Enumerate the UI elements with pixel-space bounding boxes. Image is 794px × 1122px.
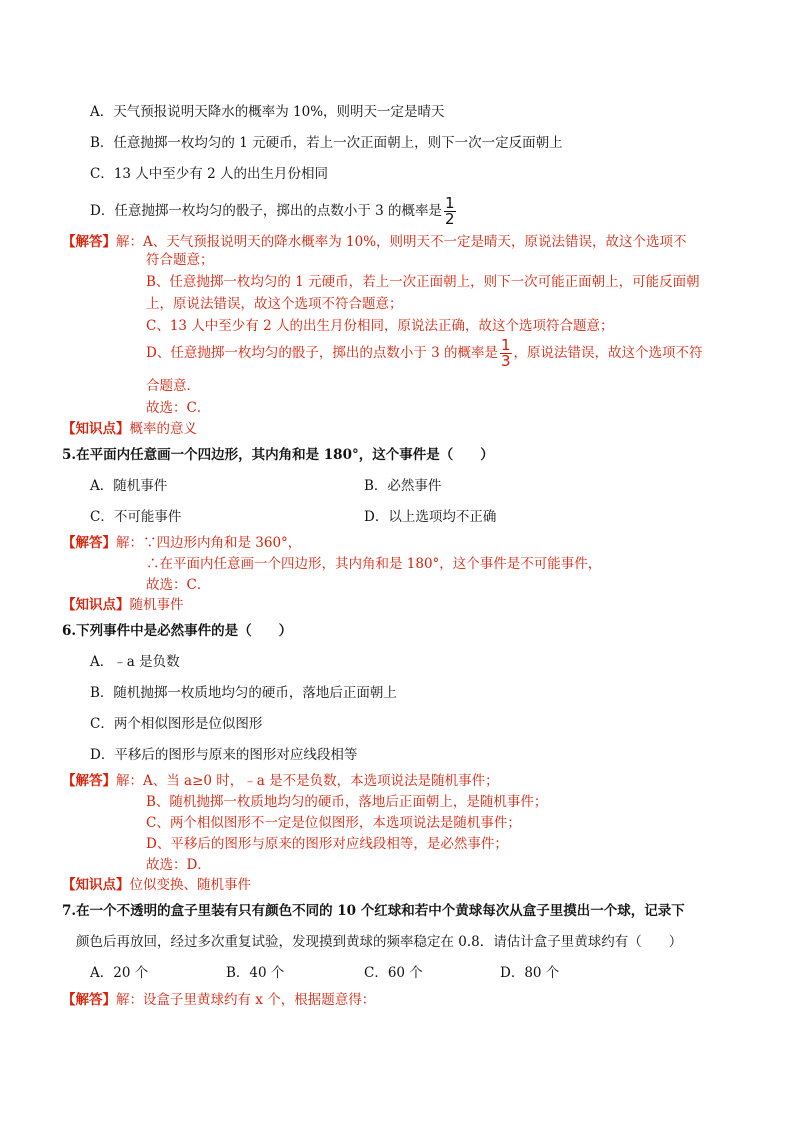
q6-stem: 6.下列事件中是必然事件的是（ ） xyxy=(62,623,293,639)
q6-answer-line-2: B、随机抛掷一枚质地均匀的硬币，落地后正面朝上，是随机事件； xyxy=(146,794,548,810)
knowledge-text: 随机事件 xyxy=(129,597,184,613)
answer-text: 解：∵四边形内角和是 360°， xyxy=(116,535,302,551)
q5-stem: 5.在平面内任意画一个四边形，其内角和是 180°，这个事件是（ ） xyxy=(62,447,494,463)
q4-knowledge-point xyxy=(62,420,197,438)
q4-option-d-text: D．任意抛掷一枚均匀的骰子，掷出的点数小于 3 的概率是 xyxy=(90,203,442,219)
answer-prefix: 解： xyxy=(116,234,143,250)
q5-option-b: B．必然事件 xyxy=(364,478,442,494)
answer-tag: 【解答】 xyxy=(62,992,116,1008)
q5-option-d: D．以上选项均不正确 xyxy=(364,509,497,525)
q5-answer-choice: 故选：C． xyxy=(146,577,211,593)
q6-option-b: B．随机抛掷一枚质地均匀的硬币，落地后正面朝上 xyxy=(90,685,397,701)
q5-knowledge-point xyxy=(62,596,184,614)
q4-answer-line-2: B、任意抛掷一枚均匀的 1 元硬币，若上一次正面朝上，则下一次可能正面朝上，可能反面朝 xyxy=(146,274,700,290)
q7-answer-line-1 xyxy=(62,991,375,1009)
q6-answer-line-3: C、两个相似图形不一定是位似图形，本选项说法是随机事件； xyxy=(146,815,521,831)
knowledge-tag: 【知识点】 xyxy=(62,421,130,437)
q5-option-c: C．不可能事件 xyxy=(90,509,182,525)
q7-stem-line-2: 颜色后再放回，经过多次重复试验，发现摸到黄球的频率稳定在 0.8．请估计盒子里黄球约有（ ） xyxy=(76,934,683,950)
q4-answer-line-4c: 合题意． xyxy=(146,378,200,394)
answer-tag: 【解答】 xyxy=(62,535,116,551)
answer-tag: 【解答】 xyxy=(62,773,116,789)
fraction-numerator: 1 xyxy=(501,336,511,354)
knowledge-tag: 【知识点】 xyxy=(62,597,130,613)
q6-option-c: C．两个相似图形是位似图形 xyxy=(90,716,263,732)
q7-option-b: B．40 个 xyxy=(226,965,285,981)
q7-option-a: A．20 个 xyxy=(90,965,149,981)
q4-answer-line-2b: 上，原说法错误，故这个选项不符合题意； xyxy=(146,296,403,312)
q5-option-a: A．随机事件 xyxy=(90,478,168,494)
q4-option-b: B．任意抛掷一枚均匀的 1 元硬币，若上一次正面朝上，则下一次一定反面朝上 xyxy=(90,135,563,151)
answer-text: 解：A、当 a≥0 时，﹣a 是不是负数，本选项说法是随机事件； xyxy=(116,773,499,789)
answer-text: ，原说法错误，故这个选项不符 xyxy=(513,345,703,361)
q4-option-d xyxy=(90,196,458,227)
fraction-numerator: 1 xyxy=(445,194,455,212)
q6-knowledge-point xyxy=(62,876,251,894)
fraction-denominator: 3 xyxy=(501,352,511,370)
q6-option-a: A．﹣a 是负数 xyxy=(90,654,180,670)
q4-answer-line-1 xyxy=(62,233,687,251)
q4-answer-line-4 xyxy=(146,338,703,369)
q6-answer-choice: 故选：D． xyxy=(146,857,211,873)
q4-option-d-fraction xyxy=(444,196,456,227)
q7-stem-line-1: 7.在一个不透明的盒子里装有只有颜色不同的 10 个红球和若中个黄球每次从盒子里摸出一个球，记录下 xyxy=(62,903,685,919)
q4-answer-choice: 故选：C． xyxy=(146,400,211,416)
q7-option-c: C．60 个 xyxy=(364,965,423,981)
q4-answer-line-3: C、13 人中至少有 2 人的出生月份相同，原说法正确，故这个选项符合题意； xyxy=(146,318,614,334)
q4-answer-fraction xyxy=(500,338,512,369)
q7-option-d: D．80 个 xyxy=(500,965,560,981)
q4-option-c: C．13 人中至少有 2 人的出生月份相同 xyxy=(90,166,328,182)
answer-text: A、天气预报说明天的降水概率为 10%，则明天不一定是晴天，原说法错误，故这个选项不 xyxy=(143,234,687,250)
knowledge-tag: 【知识点】 xyxy=(62,877,130,893)
q4-answer-line-1b: 符合题意； xyxy=(146,252,214,268)
answer-text: 解：设盒子里黄球约有 x 个，根据题意得： xyxy=(116,992,376,1008)
q6-option-d: D．平移后的图形与原来的图形对应线段相等 xyxy=(90,747,358,763)
q6-answer-line-1 xyxy=(62,772,499,790)
fraction-denominator: 2 xyxy=(445,210,455,228)
knowledge-text: 位似变换、随机事件 xyxy=(129,877,251,893)
q4-option-a: A．天气预报说明天降水的概率为 10%，则明天一定是晴天 xyxy=(90,104,445,120)
q6-answer-line-4: D、平移后的图形与原来的图形对应线段相等，是必然事件； xyxy=(146,836,508,852)
knowledge-text: 概率的意义 xyxy=(129,421,197,437)
answer-tag: 【解答】 xyxy=(62,234,116,250)
q5-answer-line-1 xyxy=(62,534,301,552)
answer-text: D、任意抛掷一枚均匀的骰子，掷出的点数小于 3 的概率是 xyxy=(146,345,498,361)
q5-answer-line-2: ∴在平面内任意画一个四边形，其内角和是 180°，这个事件是不可能事件， xyxy=(146,556,602,572)
